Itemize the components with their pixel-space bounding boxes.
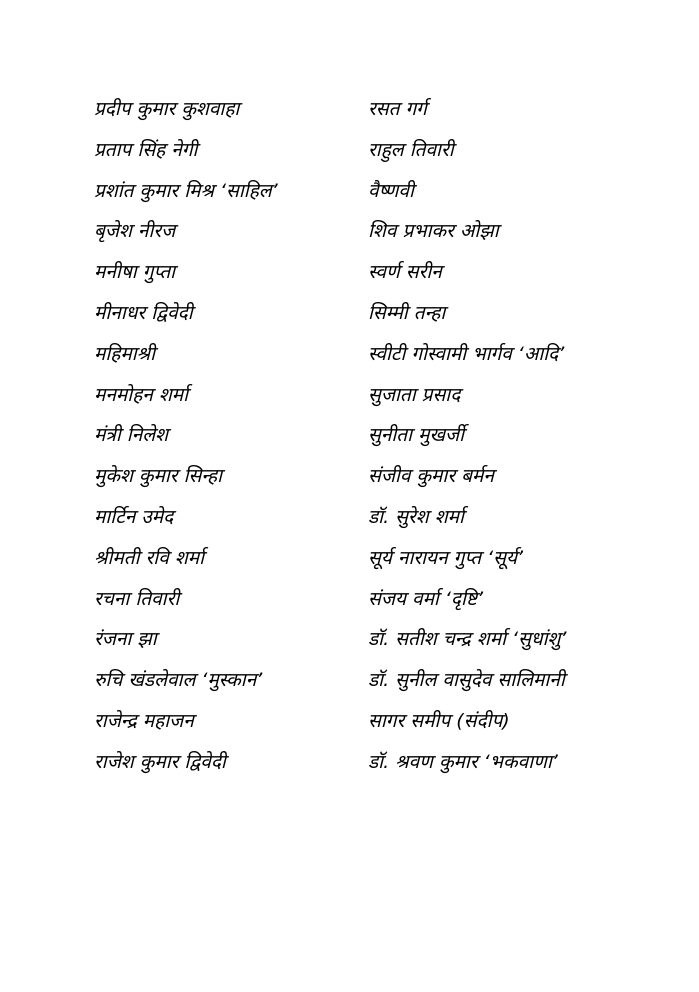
name-entry-right: स्वर्ण सरीन [368,261,442,284]
name-entry-right: डॉ. सुनील वासुदेव सालिमानी [368,669,565,692]
name-entry-right: संजय वर्मा ‘दृष्टि’ [368,587,484,610]
name-entry-left: राजेन्द्र महाजन [94,709,194,732]
name-entry-left: मीनाधर द्विवेदी [94,301,193,324]
name-entry-right: शिव प्रभाकर ओझा [368,220,499,243]
name-entry-left: बृजेश नीरज [94,220,176,243]
name-entry-right: सिम्मी तन्हा [368,301,446,324]
name-entry-right: सूर्य नारायन गुप्त ‘सूर्य’ [368,546,524,569]
name-entry-left: प्रशांत कुमार मिश्र ‘साहिल’ [94,179,278,202]
name-entry-left: मंत्री निलेश [94,424,169,447]
name-entry-right: सुनीता मुखर्जी [368,424,465,447]
name-entry-right: सागर समीप (संदीप) [368,709,510,732]
name-entry-right: रसत गर्ग [368,98,427,120]
name-entry-right: राहुल तिवारी [368,138,454,161]
name-entry-right: स्वीटी गोस्वामी भार्गव ‘आदि’ [368,342,565,365]
name-entry-right: वैष्णवी [368,179,414,202]
name-entry-right: सुजाता प्रसाद [368,383,461,406]
name-entry-right: डॉ. सुरेश शर्मा [368,505,464,528]
name-entry-left: रंजना झा [94,628,157,651]
names-list [94,96,668,790]
name-entry-left: श्रीमती रवि शर्मा [94,546,205,569]
name-entry-right: संजीव कुमार बर्मन [368,465,494,488]
name-entry-right: डॉ. सतीश चन्द्र शर्मा ‘सुधांशु’ [368,628,567,651]
name-entry-left: मनमोहन शर्मा [94,383,189,406]
name-entry-left: प्रताप सिंह नेगी [94,138,198,161]
name-entry-left: राजेश कुमार द्विवेदी [94,750,226,773]
name-entry-left: महिमाश्री [94,342,156,365]
name-entry-left: मनीषा गुप्ता [94,261,176,284]
name-entry-left: मुकेश कुमार सिन्हा [94,465,223,488]
name-entry-left: मार्टिन उमेद [94,505,174,528]
name-entry-left: रचना तिवारी [94,587,180,610]
name-entry-left: प्रदीप कुमार कुशवाहा [94,98,240,120]
name-entry-left: रुचि खंडलेवाल ‘मुस्कान’ [94,669,263,692]
name-entry-right: डॉ. श्रवण कुमार ‘भकवाणा’ [368,750,558,773]
